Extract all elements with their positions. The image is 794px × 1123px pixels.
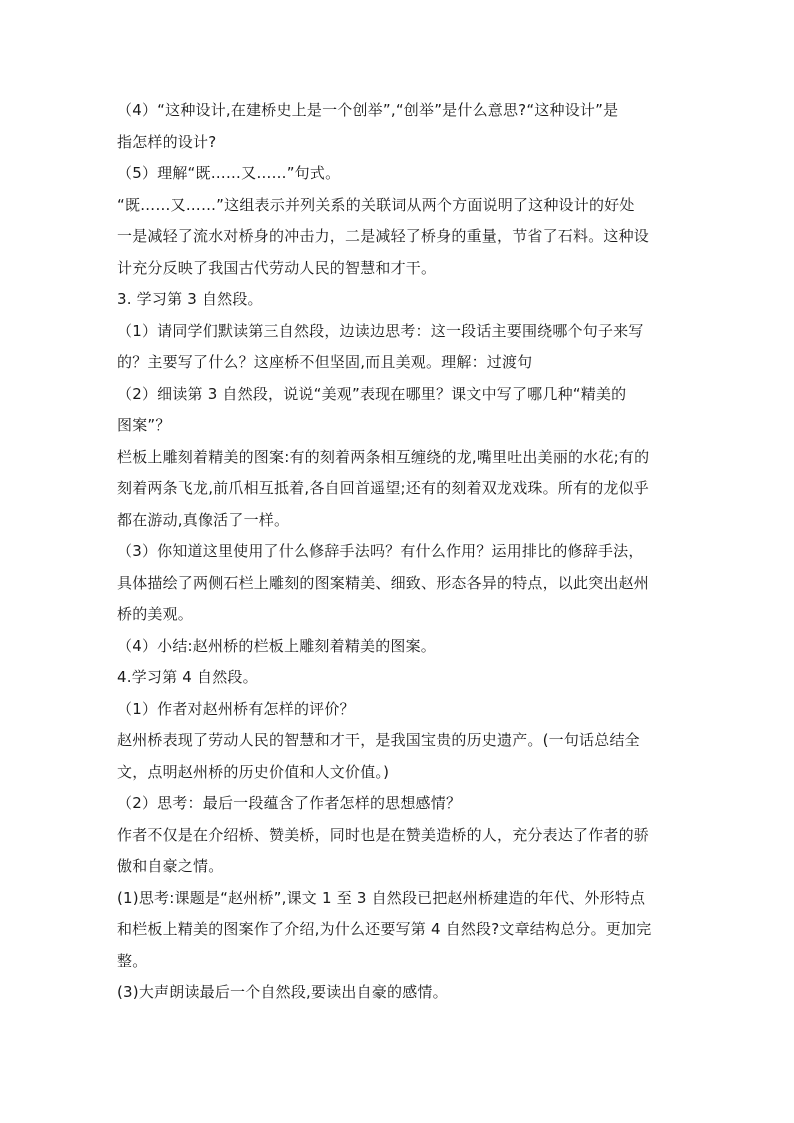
text-line: (3)大声朗读最后一个自然段,要读出自豪的感情。 [117,983,448,1001]
text-line: 桥的美观。 [117,605,194,623]
document-page [117,95,680,1009]
text-line: （1）作者对赵州桥有怎样的评价？ [117,699,355,718]
text-line: 指怎样的设计? [117,132,217,151]
text-line: 具体描绘了两侧石栏上雕刻的图案精美、细致、形态各异的特点，以此突出赵州 [117,573,650,592]
text-line: 傲和自豪之情。 [117,857,224,875]
text-line: （1）请同学们默读第三自然段，边读边思考：这一段话主要围绕哪个句子来写 [117,321,644,340]
text-line: 文，点明赵州桥的历史价值和人文价值。) [117,762,390,781]
text-line: “既……又……”这组表示并列关系的关联词从两个方面说明了这种设计的好处 [117,195,635,214]
text-line: （2）思考：最后一段蕴含了作者怎样的思想感情？ [117,794,462,812]
section-heading: 4.学习第 4 自然段。 [117,668,258,686]
text-line: 计充分反映了我国古代劳动人民的智慧和才干。 [117,258,437,277]
text-line: 刻着两条飞龙,前爪相互抵着,各自回首遥望;还有的刻着双龙戏珠。所有的龙似乎 [117,479,649,497]
text-line: 都在游动,真像活了一样。 [117,510,290,529]
text-line: 赵州桥表现了劳动人民的智慧和才干，是我国宝贵的历史遗产。(一句话总结全 [117,731,640,749]
text-line: 图案”？ [117,416,171,434]
text-line: 的？主要写了什么？这座桥不但坚固,而且美观。理解：过渡句 [117,353,533,371]
text-line: 和栏板上精美的图案作了介绍,为什么还要写第 4 自然段?文章结构总分。更加完 [117,920,652,938]
text-line: (1)思考:课题是“赵州桥”,课文 1 至 3 自然段已把赵州桥建造的年代、外形特点 [117,888,646,907]
text-line: 作者不仅是在介绍桥、赞美桥，同时也是在赞美造桥的人，充分表达了作者的骄 [117,825,650,844]
section-heading: 3. 学习第 3 自然段。 [117,290,263,308]
text-line: （5）理解“既……又……”句式。 [117,164,341,182]
text-line: （4）“这种设计,在建桥史上是一个创举”,“创举”是什么意思?“这种设计”是 [117,101,619,119]
text-line: （2）细读第 3 自然段，说说“美观”表现在哪里？课文中写了哪几种“精美的 [117,384,627,403]
text-line: 栏板上雕刻着精美的图案:有的刻着两条相互缠绕的龙,嘴里吐出美丽的水花;有的 [117,447,650,466]
text-line: 整。 [117,951,148,970]
text-line: （4）小结:赵州桥的栏板上雕刻着精美的图案。 [117,636,436,655]
text-line: （3）你知道这里使用了什么修辞手法吗？有什么作用？运用排比的修辞手法， [117,542,644,560]
text-line: 一是减轻了流水对桥身的冲击力，二是减轻了桥身的重量，节省了石料。这种设 [117,227,650,245]
